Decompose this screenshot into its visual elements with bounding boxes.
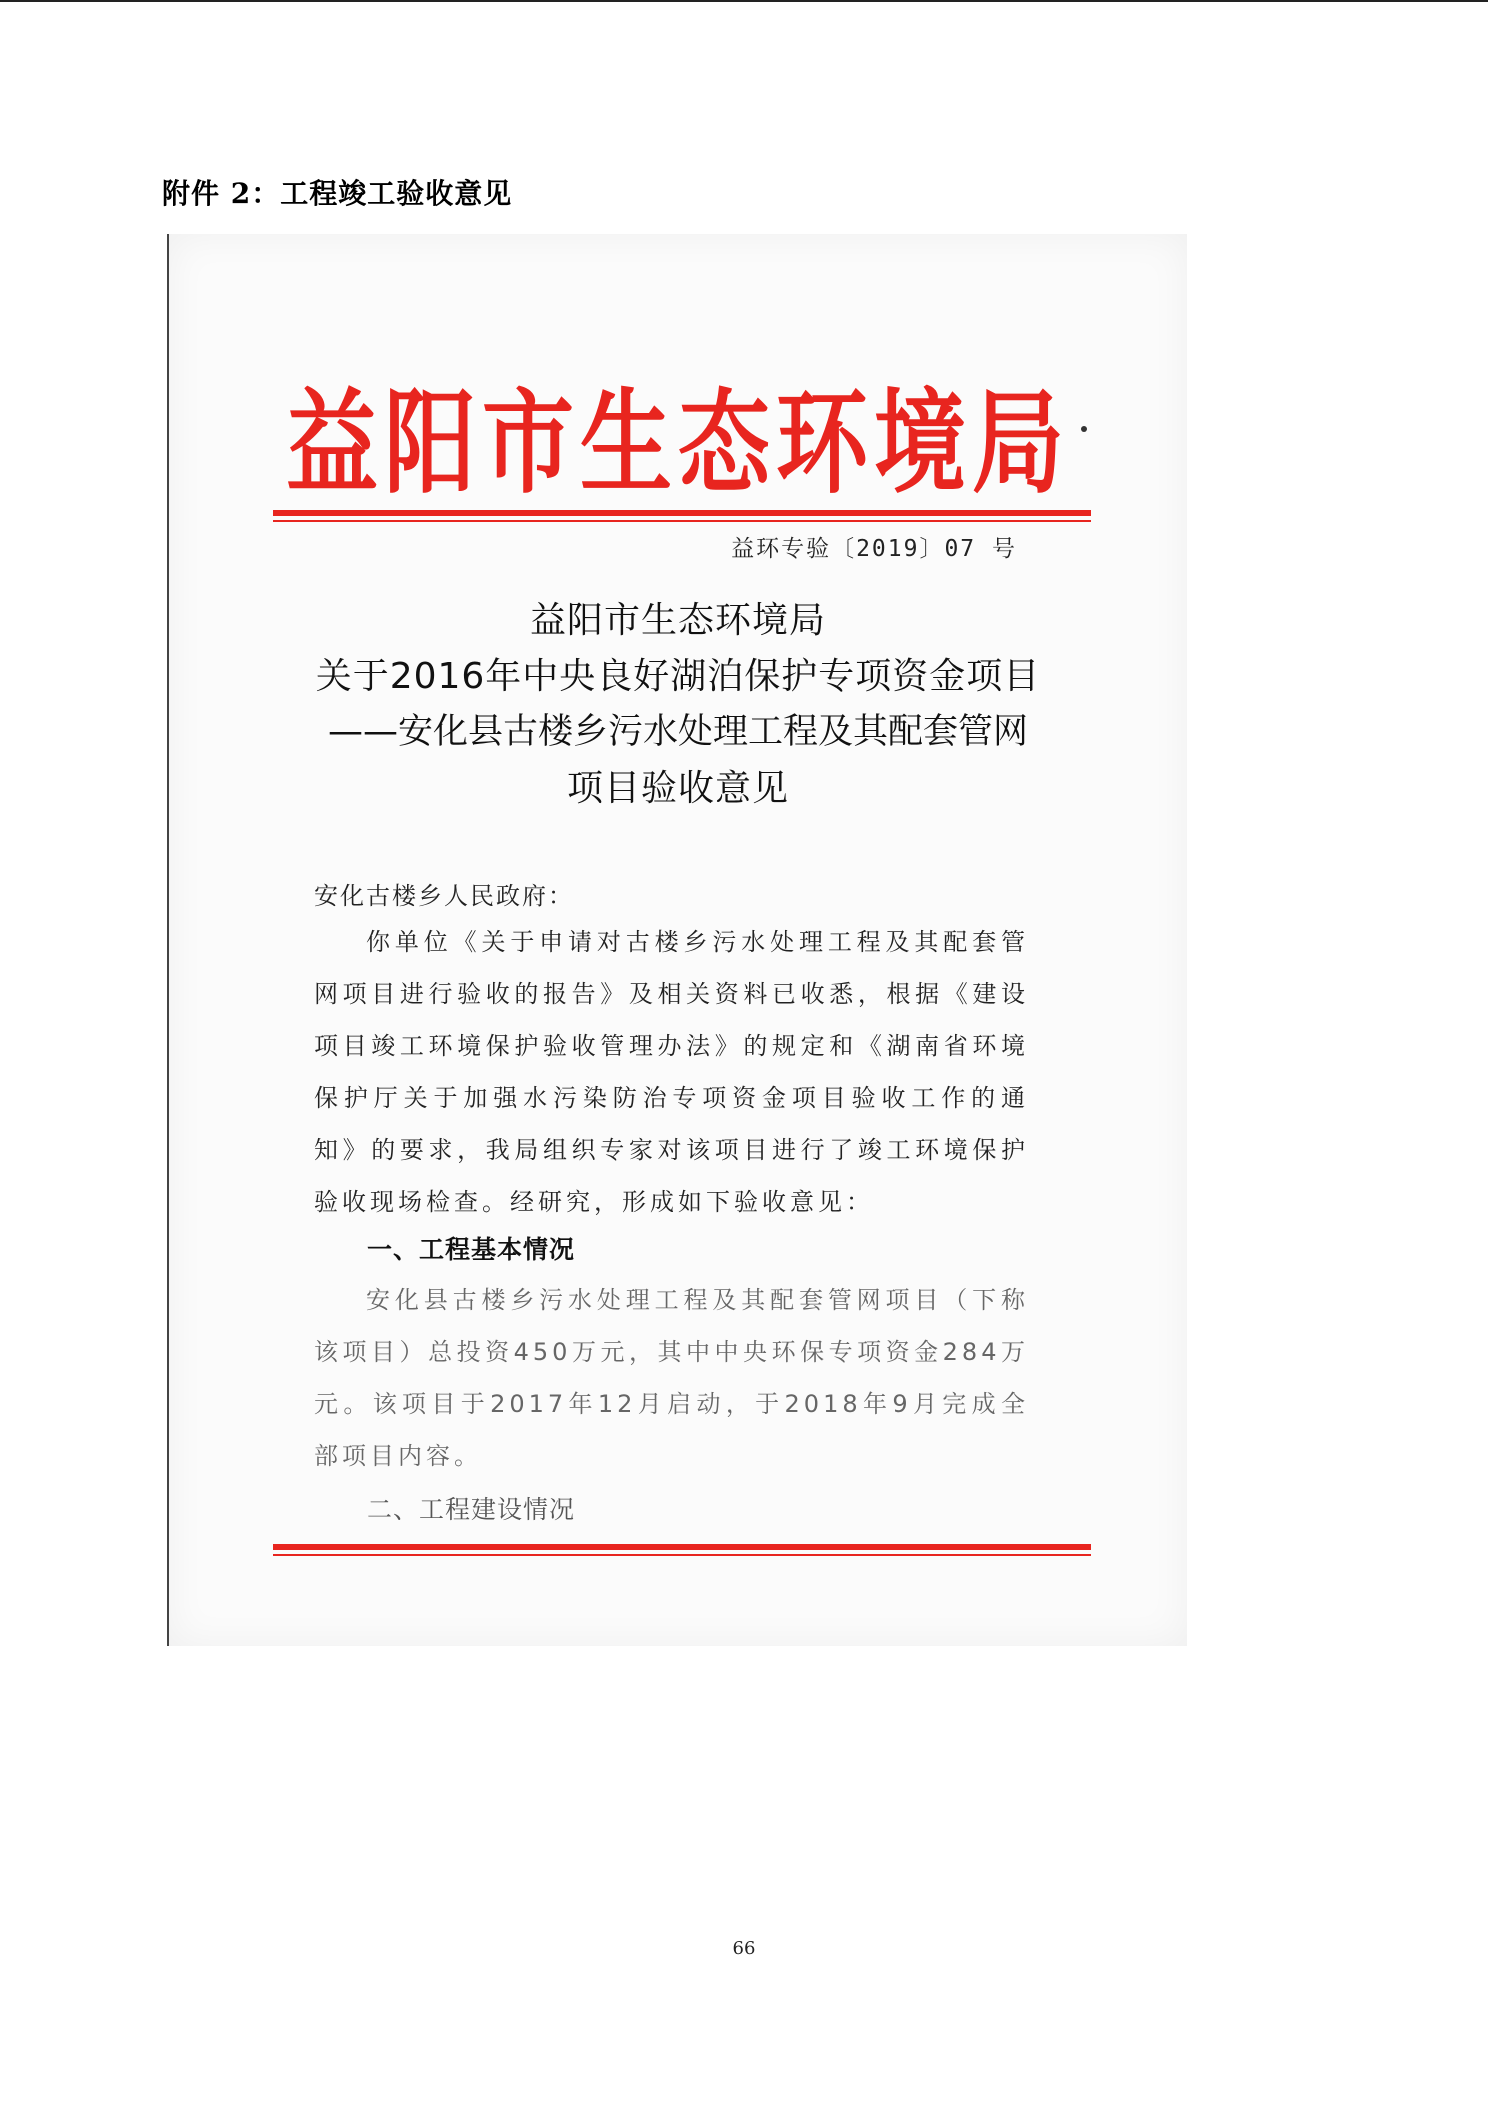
page-top-border bbox=[0, 0, 1488, 2]
letterhead-red-rule-thin bbox=[273, 520, 1091, 522]
title-line-4: 项目验收意见 bbox=[566, 768, 789, 809]
paragraph-intro: 你单位《关于申请对古楼乡污水处理工程及其配套管网项目进行验收的报告》及相关资料已收悉，根据《建设项目竣工环境保护验收管理办法》的规定和《湖南省环境保护厅关于加强水污染防治专项资金项目验收工作的通知》的要求，我局组织专家对该项目进行了竣工环境保护验收现场检查。经研究，形成如下验收意见： bbox=[314, 928, 1029, 1216]
page-number: 66 bbox=[732, 1938, 756, 1959]
paragraph-project-overview: 安化县古楼乡污水处理工程及其配套管网项目（下称该项目）总投资450万元，其中中央环保专项资金284万元。该项目于2017年12月启动，于2018年9月完成全部项目内容。 bbox=[314, 1286, 1029, 1470]
letterhead-red-rule bbox=[273, 510, 1091, 516]
footer-red-rule bbox=[273, 1544, 1091, 1550]
letterhead-title: 益阳市生态环境局 bbox=[285, 378, 1070, 509]
document-number: 益环专验〔2019〕07 号 bbox=[731, 536, 1017, 562]
title-line-1: 益阳市生态环境局 bbox=[529, 600, 826, 641]
scan-speck bbox=[1081, 426, 1087, 432]
salutation: 安化古楼乡人民政府： bbox=[314, 882, 574, 910]
section-1-heading: 一、工程基本情况 bbox=[367, 1235, 576, 1264]
scanned-letter bbox=[167, 234, 1187, 1646]
attachment-heading: 附件 2：工程竣工验收意见 bbox=[162, 177, 513, 210]
title-line-3: ——安化县古楼乡污水处理工程及其配套管网 bbox=[327, 712, 1028, 752]
section-2-heading: 二、工程建设情况 bbox=[367, 1495, 576, 1524]
footer-red-rule-thin bbox=[273, 1554, 1091, 1556]
title-line-2: 关于2016年中央良好湖泊保护专项资金项目 bbox=[315, 656, 1041, 697]
